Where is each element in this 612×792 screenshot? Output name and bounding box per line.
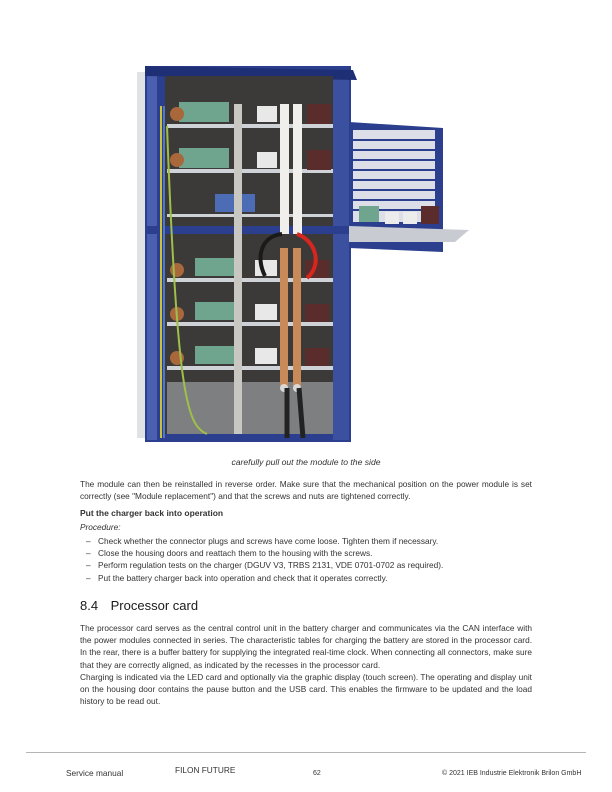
section-number: 8.4 [80,598,99,613]
section-title: Processor card [110,598,199,613]
reinstall-paragraph: The module can then be reinstalled in reverse order. Make sure that the mechanical position on the power module is set correctly (see "Module replacement") and that the screws and nuts are tightened correctly. [80,479,532,502]
footer-copyright: © 2021 IEB Industrie Elektronik Brilon GmbH [442,770,582,777]
procedure-steps [86,535,443,584]
section-heading [80,598,198,613]
figure-caption: carefully pull out the module to the side [231,457,381,467]
procedure-step: – Perform regulation tests on the charger (DGUV V3, TRBS 2131, VDE 0701-0702 as required). [86,559,443,571]
subheading-put-back-into-operation: Put the charger back into operation [80,508,224,518]
procedure-step: – Put the battery charger back into operation and check that it operates correctly. [86,572,443,584]
footer-divider [26,752,586,753]
page-number: 62 [313,770,321,777]
footer-product: FILON FUTURE [175,765,236,775]
procedure-step: – Check whether the connector plugs and screws have come loose. Tighten them if necessary. [86,535,443,547]
charging-indication-paragraph: Charging is indicated via the LED card and optionally via the graphic display (touch screen). The operating and display unit on the housing door contains the pause button and the USB card. This enables the firmware to be updated and the load history to be read out. [80,672,532,707]
processor-card-paragraph: The processor card serves as the central control unit in the battery charger and communicates via the CAN interface with the power modules connected in series. The characteristic tables for charging the battery are stored in the processor card. In the rear, there is a buffer battery for supplying the integrated real-time clock. When connecting all connectors, make sure that they are correctly aligned, as indicated by the recesses in the processor card. [80,623,532,670]
footer-doc-type: Service manual [66,768,124,778]
procedure-label: Procedure: [80,522,121,532]
procedure-step: – Close the housing doors and reattach them to the housing with the screws. [86,547,443,559]
charger-cabinet-photo [137,66,469,444]
